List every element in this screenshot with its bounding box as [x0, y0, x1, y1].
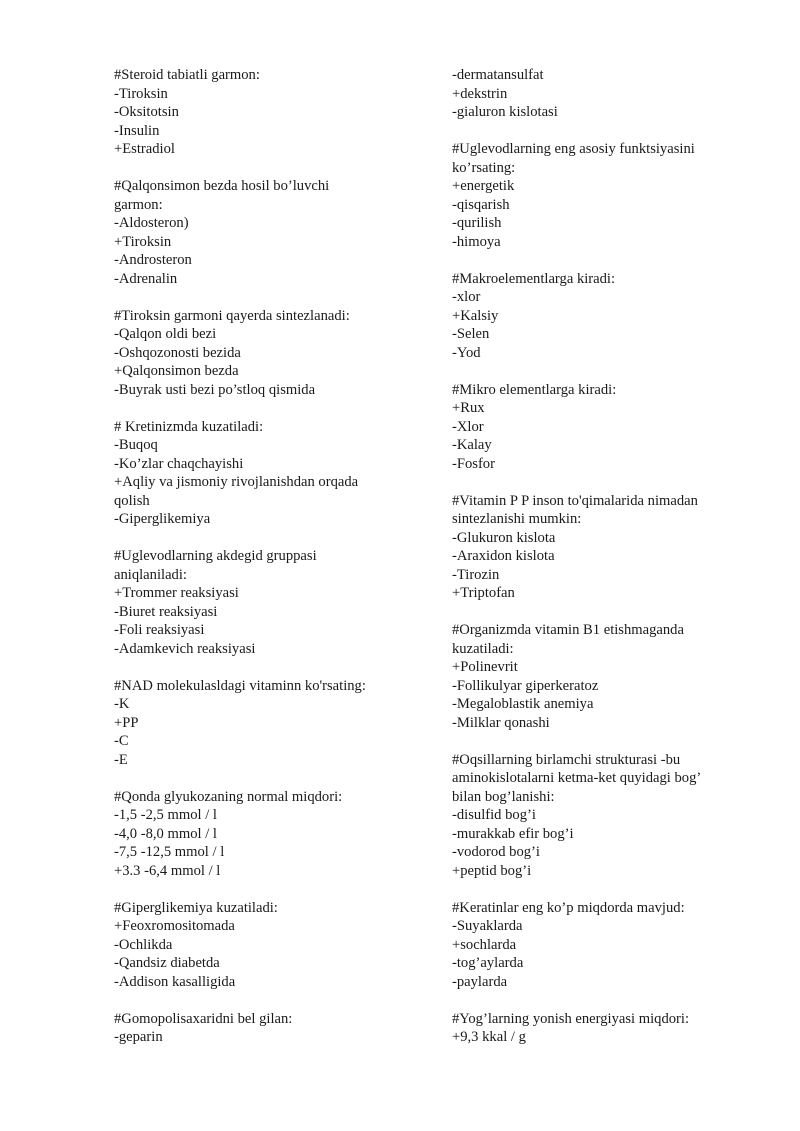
- answer-option: -Insulin: [114, 122, 160, 139]
- answer-option: -Suyaklarda: [452, 918, 523, 934]
- answer-option: -Tiroksin: [114, 85, 168, 102]
- answer-option: +energetik: [452, 178, 515, 194]
- answer-option: +Kalsiy: [452, 307, 499, 324]
- answer-option: -disulfid bog’i: [452, 807, 536, 823]
- question-line: #Tiroksin garmoni qayerda sintezlanadi:: [114, 307, 350, 324]
- blank-line: [452, 880, 752, 899]
- answer-option: +Rux: [452, 400, 485, 416]
- question-line: #Qalqonsimon bezda hosil bo’luvchi: [114, 178, 330, 194]
- question-line: #Vitamin P P inson to'qimalarida nimadan: [452, 492, 698, 509]
- answer-option: -Ochlikda: [114, 936, 173, 953]
- blank-line: [114, 991, 414, 1010]
- question-line: #Giperglikemiya kuzatiladi:: [114, 899, 278, 916]
- question-line: #NAD molekulasldagi vitaminn ko'rsating:: [114, 677, 366, 694]
- answer-option: -Oshqozonosti bezida: [114, 344, 241, 361]
- question-line: #Oqsillarning birlamchi strukturasi -bu: [452, 751, 681, 768]
- question-line: garmon:: [114, 196, 163, 213]
- blank-line: [452, 991, 752, 1010]
- answer-option: -Buqoq: [114, 437, 158, 453]
- answer-option: +Estradiol: [114, 141, 175, 157]
- answer-option: -Foli reaksiyasi: [114, 622, 205, 638]
- answer-option: +Tiroksin: [114, 233, 172, 250]
- blank-line: [452, 732, 752, 751]
- answer-option: +dekstrin: [452, 85, 508, 102]
- answer-option: -Addison kasalligida: [114, 973, 236, 990]
- answer-option: +Qalqonsimon bezda: [114, 363, 239, 379]
- answer-option: -Androsteron: [114, 252, 192, 268]
- answer-option: -K: [114, 696, 130, 712]
- blank-line: [452, 473, 752, 492]
- answer-option: -Ko’zlar chaqchayishi: [114, 455, 244, 472]
- question-line: sintezlanishi mumkin:: [452, 511, 582, 527]
- blank-line: [452, 603, 752, 622]
- answer-option: -Adrenalin: [114, 270, 178, 287]
- answer-option: -Adamkevich reaksiyasi: [114, 640, 256, 657]
- answer-option: -Araxidon kislota: [452, 548, 555, 564]
- answer-option: +Aqliy va jismoniy rivojlanishdan orqada: [114, 474, 359, 490]
- blank-line: [114, 288, 414, 307]
- blank-line: [114, 529, 414, 548]
- blank-line: [114, 159, 414, 178]
- question-line: #Uglevodlarning eng asosiy funktsiyasini: [452, 141, 695, 157]
- answer-option: -geparin: [114, 1029, 163, 1045]
- answer-option: qolish: [114, 492, 150, 509]
- answer-option: -4,0 -8,0 mmol / l: [114, 825, 217, 842]
- answer-option: -Qandsiz diabetda: [114, 955, 220, 971]
- answer-option: -Yod: [452, 344, 481, 361]
- blank-line: [114, 399, 414, 418]
- answer-option: -himoya: [452, 233, 501, 250]
- answer-option: +Feoxromositomada: [114, 918, 235, 934]
- right-column: [452, 66, 752, 1047]
- answer-option: -Biuret reaksiyasi: [114, 603, 218, 620]
- answer-option: +peptid bog’i: [452, 862, 532, 879]
- answer-option: -vodorod bog’i: [452, 844, 540, 860]
- question-line: kuzatiladi:: [452, 640, 514, 657]
- answer-option: -qurilish: [452, 215, 502, 231]
- question-line: #Yog’larning yonish energiyasi miqdori:: [452, 1010, 690, 1027]
- answer-option: -7,5 -12,5 mmol / l: [114, 844, 225, 860]
- answer-option: -Tirozin: [452, 566, 500, 583]
- answer-option: -Xlor: [452, 418, 484, 435]
- question-line: aniqlaniladi:: [114, 566, 187, 583]
- answer-option: +Polinevrit: [452, 659, 518, 675]
- question-line: #Makroelementlarga kiradi:: [452, 270, 616, 287]
- answer-option: -paylarda: [452, 973, 508, 990]
- answer-option: +sochlarda: [452, 936, 517, 953]
- question-line: # Kretinizmda kuzatiladi:: [114, 418, 264, 435]
- blank-line: [114, 769, 414, 788]
- answer-option: -Follikulyar giperkeratoz: [452, 677, 599, 694]
- answer-option: -Glukuron kislota: [452, 529, 556, 546]
- answer-option: -Qalqon oldi bezi: [114, 326, 217, 342]
- answer-option: +3.3 -6,4 mmol / l: [114, 862, 221, 879]
- blank-line: [114, 880, 414, 899]
- answer-option: -Selen: [452, 326, 490, 342]
- question-line: bilan bog’lanishi:: [452, 788, 555, 805]
- answer-option: -murakkab efir bog’i: [452, 825, 574, 842]
- answer-option: -xlor: [452, 289, 481, 305]
- question-line: aminokislotalarni ketma-ket quyidagi bog’: [452, 770, 702, 786]
- question-line: ko’rsating:: [452, 159, 516, 176]
- answer-option: -qisqarish: [452, 196, 510, 213]
- question-line: #Steroid tabiatli garmon:: [114, 67, 260, 83]
- blank-line: [452, 251, 752, 270]
- answer-option: -tog’aylarda: [452, 955, 524, 971]
- answer-option: -Milklar qonashi: [452, 714, 550, 731]
- left-column: [114, 66, 414, 1047]
- answer-option: -C: [114, 733, 129, 749]
- blank-line: [114, 658, 414, 677]
- question-line: #Gomopolisaxaridni bel gilan:: [114, 1010, 293, 1027]
- question-line: #Keratinlar eng ko’p miqdorda mavjud:: [452, 899, 685, 916]
- question-line: #Uglevodlarning akdegid gruppasi: [114, 548, 317, 564]
- blank-line: [452, 362, 752, 381]
- answer-option: -1,5 -2,5 mmol / l: [114, 807, 217, 823]
- answer-option: -Aldosteron): [114, 215, 189, 231]
- answer-option: -E: [114, 751, 128, 768]
- answer-option: -Kalay: [452, 437, 492, 453]
- question-line: #Organizmda vitamin B1 etishmaganda: [452, 622, 684, 638]
- answer-option: -Giperglikemiya: [114, 511, 211, 527]
- answer-option: +Triptofan: [452, 585, 515, 601]
- answer-option: -Fosfor: [452, 455, 495, 472]
- answer-option: +9,3 kkal / g: [452, 1029, 526, 1045]
- answer-option: -Oksitotsin: [114, 104, 179, 120]
- answer-option: -Buyrak usti bezi po’stloq qismida: [114, 381, 316, 398]
- blank-line: [452, 122, 752, 141]
- answer-option: +Trommer reaksiyasi: [114, 585, 239, 601]
- answer-option: -dermatansulfat: [452, 67, 544, 83]
- question-line: #Mikro elementlarga kiradi:: [452, 381, 617, 398]
- answer-option: +PP: [114, 714, 139, 731]
- answer-option: -gialuron kislotasi: [452, 104, 558, 120]
- question-line: #Qonda glyukozaning normal miqdori:: [114, 788, 343, 805]
- answer-option: -Megaloblastik anemiya: [452, 696, 594, 712]
